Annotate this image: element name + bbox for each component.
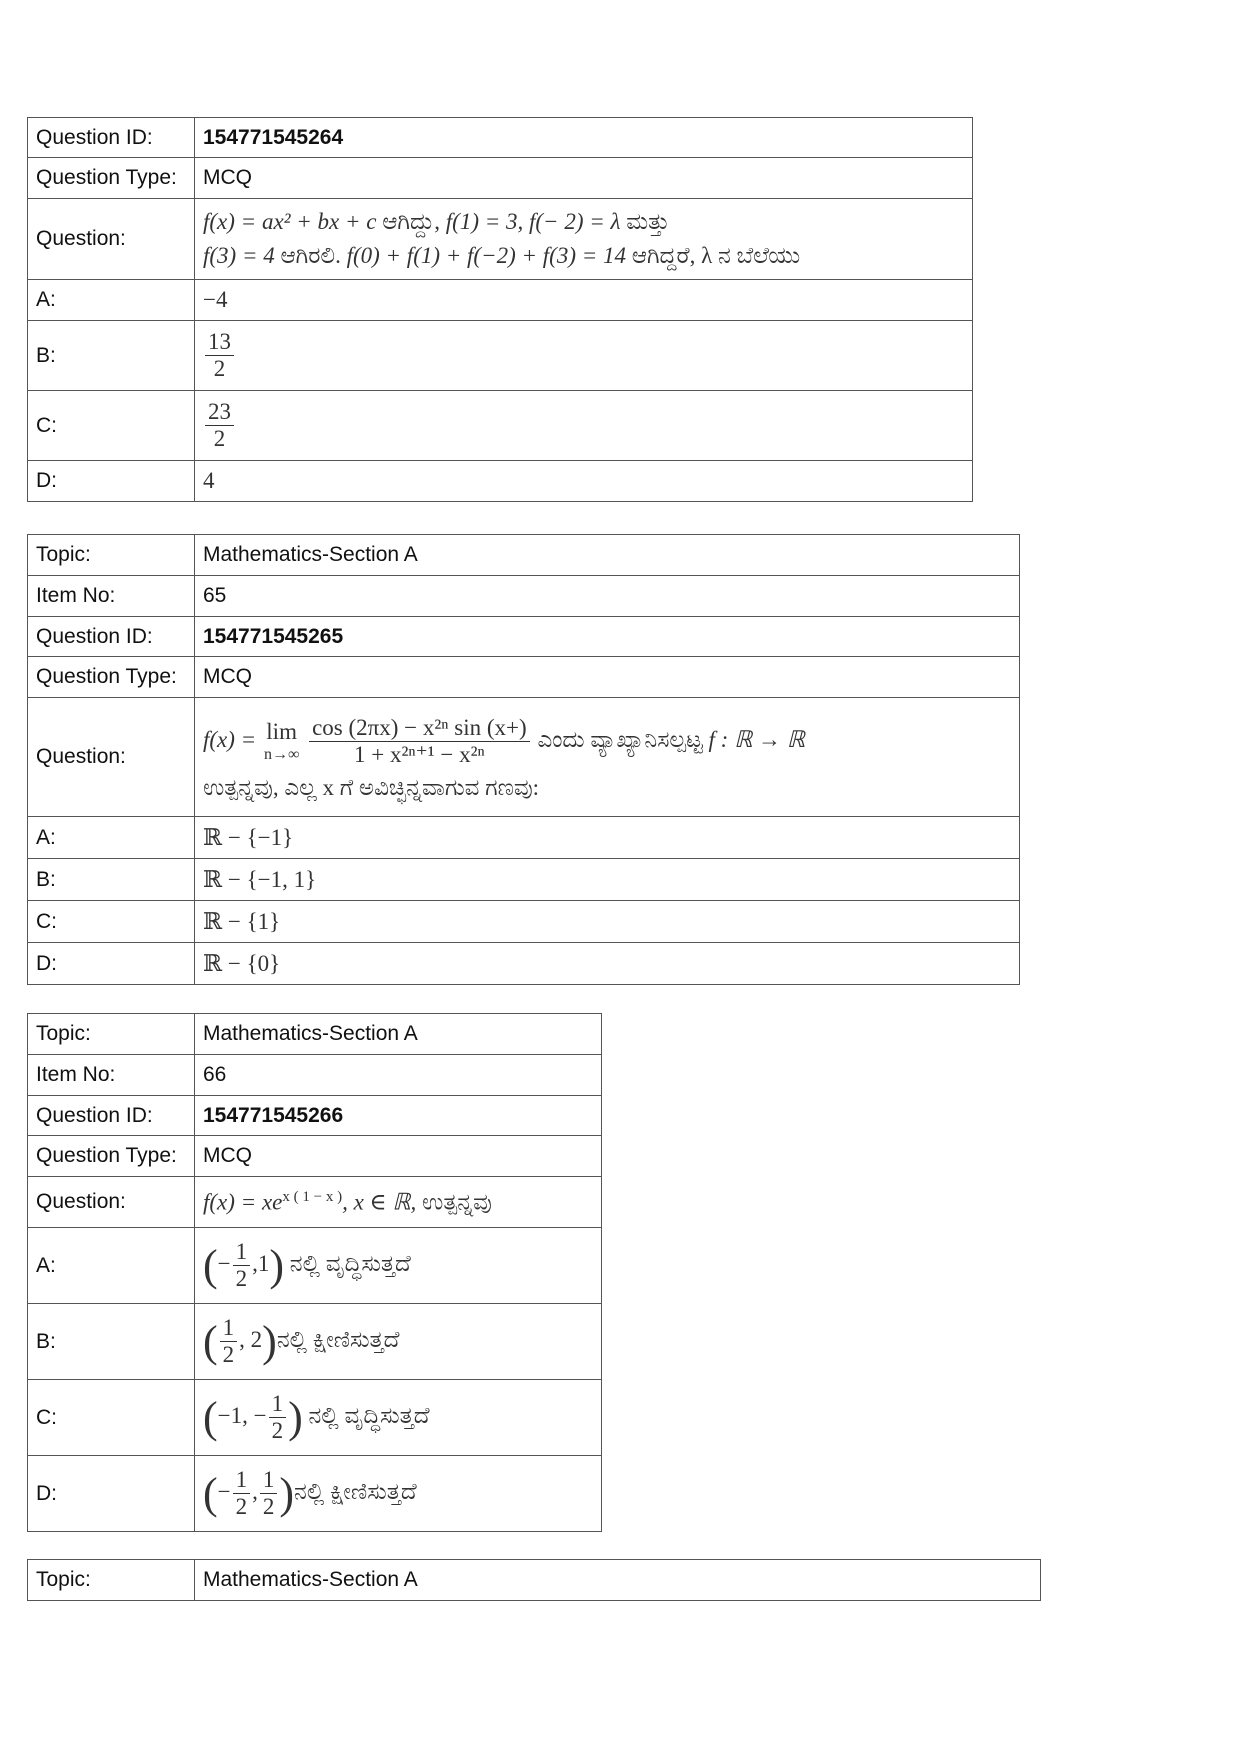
question-id-label: Question ID: — [28, 1096, 195, 1136]
option-c-value: (−1, − $\frac{1}{2}$ ) ನಲ್ಲಿ ವೃದ್ಧಿಸುತ್ತದೆ — [195, 1380, 602, 1456]
question-table-67 — [27, 1559, 1041, 1601]
topic-label: Topic: — [28, 535, 195, 576]
question-text — [195, 698, 1020, 817]
topic-value: Mathematics-Section A — [195, 1560, 1041, 1601]
question-id-label: Question ID: — [28, 118, 195, 158]
item-no-label: Item No: — [28, 576, 195, 617]
fraction: $\frac{1}{2}$ — [260, 1467, 278, 1521]
option-d-value: (− $\frac{1}{2}$ , $\frac{1}{2}$ )ನಲ್ಲಿ ಕ್ಷೀಣಿಸುತ್ತದೆ — [195, 1456, 602, 1532]
question-text-part: ಮತ್ತು — [620, 209, 670, 234]
question-text-part: ಆಗಿದ್ದು, — [376, 209, 446, 234]
question-label: Question: — [28, 698, 195, 817]
fraction: $\frac{1}{2}$ — [220, 1315, 238, 1369]
option-a-value: −4 — [195, 280, 973, 321]
question-label: Question: — [28, 199, 195, 280]
option-a-label: A: — [28, 1228, 195, 1304]
question-text-part: ಆಗಿದ್ದರೆ, λ ನ ಬೆಲೆಯು — [626, 243, 801, 268]
option-c-label: C: — [28, 901, 195, 943]
question-text-part: ಎಂದು ವ್ಯಾಖ್ಯಾನಿಸಲ್ಪಟ್ಟ — [537, 727, 709, 752]
question-expr: , x ∈ ℝ, — [342, 1189, 423, 1215]
question-text-part: ಉತ್ಪನ್ನವು, ಎಲ್ಲ x ಗೆ ಅವಿಚ್ಛಿನ್ನವಾಗುವ ಗಣವು: — [203, 775, 540, 800]
question-text-part: ಉತ್ಪನ್ನವು — [422, 1189, 492, 1215]
option-text: ನಲ್ಲಿ ಕ್ಷೀಣಿಸುತ್ತದೆ — [276, 1326, 400, 1352]
fraction: $\frac{13}{2}$ — [205, 329, 234, 383]
item-no-value: 66 — [195, 1055, 602, 1096]
option-c-value — [195, 391, 973, 461]
question-type-value: MCQ — [195, 1136, 602, 1177]
option-d-label: D: — [28, 943, 195, 985]
option-b-value: ( $\frac{1}{2}$ , 2)ನಲ್ಲಿ ಕ್ಷೀಣಿಸುತ್ತದೆ — [195, 1304, 602, 1380]
topic-value: Mathematics-Section A — [195, 1014, 602, 1055]
option-b-label: B: — [28, 321, 195, 391]
question-type-label: Question Type: — [28, 158, 195, 199]
option-c-value: ℝ − {1} — [195, 901, 1020, 943]
question-text — [195, 1177, 602, 1228]
option-a-value: ℝ − {−1} — [195, 817, 1020, 859]
question-expr: f(x) = — [203, 727, 262, 752]
option-d-value: ℝ − {0} — [195, 943, 1020, 985]
question-id-label: Question ID: — [28, 617, 195, 657]
question-type-value: MCQ — [195, 158, 973, 199]
fraction: $\frac{23}{2}$ — [205, 399, 234, 453]
question-expr: f(x) = xe — [203, 1189, 283, 1215]
topic-label: Topic: — [28, 1014, 195, 1055]
option-a-label: A: — [28, 280, 195, 321]
question-type-label: Question Type: — [28, 1136, 195, 1177]
option-b-label: B: — [28, 859, 195, 901]
question-type-value: MCQ — [195, 657, 1020, 698]
option-d-label: D: — [28, 1456, 195, 1532]
option-c-label: C: — [28, 391, 195, 461]
option-text: ನಲ್ಲಿ ವೃದ್ಧಿಸುತ್ತದೆ — [302, 1402, 430, 1428]
question-exponent: x ( 1 − x ) — [282, 1188, 343, 1205]
limit: lim n→∞ — [263, 719, 300, 763]
option-d-label: D: — [28, 461, 195, 502]
question-expr: f(3) = 4 — [203, 243, 275, 268]
question-id-value: 154771545265 — [195, 617, 1020, 657]
option-b-label: B: — [28, 1304, 195, 1380]
question-table-66 — [27, 1013, 602, 1532]
option-b-value: ℝ − {−1, 1} — [195, 859, 1020, 901]
question-expr: f(0) + f(1) + f(−2) + f(3) = 14 — [346, 243, 627, 268]
fraction: $\frac{1}{2}$ — [233, 1467, 251, 1521]
question-id-value: 154771545266 — [195, 1096, 602, 1136]
fraction: $\frac{\text{cos (2πx) − x²ⁿ sin (x+)}}{\text{1 + x²ⁿ⁺¹ − x²ⁿ}}$ — [309, 715, 530, 769]
option-c-label: C: — [28, 1380, 195, 1456]
topic-value: Mathematics-Section A — [195, 535, 1020, 576]
question-text — [195, 199, 973, 280]
question-type-label: Question Type: — [28, 657, 195, 698]
item-no-value: 65 — [195, 576, 1020, 617]
question-expr: f(1) = 3, f(− 2) = λ — [445, 209, 621, 234]
question-id-value: 154771545264 — [195, 118, 973, 158]
option-a-label: A: — [28, 817, 195, 859]
item-no-label: Item No: — [28, 1055, 195, 1096]
question-table-64 — [27, 117, 973, 502]
option-text: ನಲ್ಲಿ ಕ್ಷೀಣಿಸುತ್ತದೆ — [294, 1478, 417, 1504]
question-label: Question: — [28, 1177, 195, 1228]
question-text-part: ಆಗಿರಲಿ. — [274, 243, 347, 268]
option-text: ನಲ್ಲಿ ವೃದ್ಧಿಸುತ್ತದೆ — [284, 1250, 411, 1276]
option-b-value — [195, 321, 973, 391]
option-a-value: (− $\frac{1}{2}$ ,1) ನಲ್ಲಿ ವೃದ್ಧಿಸುತ್ತದೆ — [195, 1228, 602, 1304]
question-expr: f : ℝ → ℝ — [708, 727, 805, 752]
topic-label: Topic: — [28, 1560, 195, 1601]
fraction: $\frac{1}{2}$ — [269, 1391, 287, 1445]
fraction: $\frac{1}{2}$ — [233, 1239, 251, 1293]
question-table-65 — [27, 534, 1020, 985]
option-d-value: 4 — [195, 461, 973, 502]
question-expr: f(x) = ax² + bx + c — [203, 209, 377, 234]
